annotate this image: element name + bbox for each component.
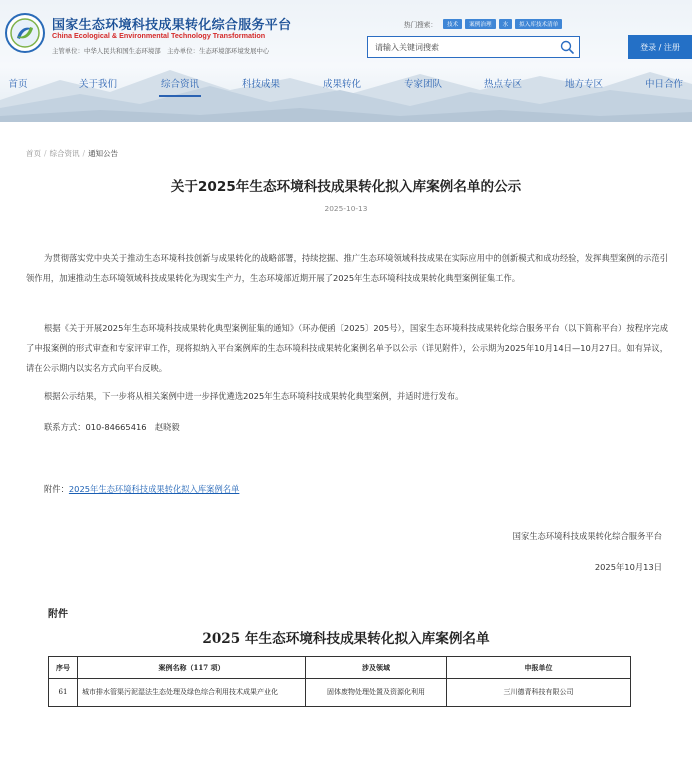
site-header [0,0,692,122]
appendix-label: 附件 [48,609,68,620]
site-title-english: China Ecological & Environmental Technology Transformation [52,31,266,40]
nav-item-home[interactable]: 首页 [8,79,28,90]
breadcrumb-current[interactable]: 通知公告 [88,149,119,158]
hot-search-label: 热门搜索： [404,21,437,29]
nav-item-china-japan[interactable]: 中日合作 [644,79,684,90]
breadcrumb-separator: / [82,149,86,158]
nav-item-hot-topics[interactable]: 热点专区 [483,79,523,90]
login-register-button[interactable]: 登录 / 注册 [628,35,692,59]
hot-search-tag[interactable]: 技术 [443,19,462,29]
hot-search-tag[interactable]: 拟入库技术清单 [515,19,562,29]
table-header-row [49,657,631,679]
main-nav [0,70,692,96]
nav-item-experts[interactable]: 专家团队 [403,79,443,90]
hot-search-tag[interactable]: 水 [499,19,513,29]
site-logo-icon[interactable] [4,12,46,54]
article-paragraph: 根据《关于开展2025年生态环境科技成果转化典型案例征集的通知》（环办便函〔2025〕205号），国家生态环境科技成果转化综合服务平台（以下简称平台）按程序完成了申报案例的形式审查和专家评审工作，现将拟纳入平台案例库的生态环境科技成果转化案例名单予以公示（详见附件），公示期为2025年10月14日—10月27日。如有异议，请在公示期内以实名方式向平台反映。 [26,323,668,373]
cell-applicant: 三川德青科技有限公司 [447,679,631,707]
article-paragraph: 为贯彻落实党中央关于推动生态环境科技创新与成果转化的战略部署，持续挖掘、推广生态环境领域科技成果在实际应用中的创新模式和成功经验，发挥典型案例的示范引领作用，加速推动生态环境领域科技成果转化为现实生产力，生态环境部近期开展了2025年生态环境科技成果转化典型案例征集工作。 [26,253,668,283]
hot-search [404,19,562,29]
attachment-label: 附件： [44,484,69,494]
nav-item-achievements[interactable]: 科技成果 [241,79,281,90]
signature-org: 国家生态环境科技成果转化综合服务平台 [512,531,662,541]
breadcrumb-news[interactable]: 综合资讯 [49,149,80,158]
article-next-step: 根据公示结果，下一步将从相关案例中进一步择优遴选2025年生态环境科技成果转化典型案例，并适时进行发布。 [44,391,464,401]
column-header-number: 序号 [49,657,78,679]
cell-field: 固体废物处理处置及资源化利用 [306,679,447,707]
signature-date: 2025年10月13日 [594,562,662,572]
nav-item-about[interactable]: 关于我们 [78,79,118,90]
search-box [367,36,580,58]
breadcrumb-separator: / [44,149,47,158]
article-date: 2025-10-13 [324,204,368,213]
site-title[interactable]: 国家生态环境科技成果转化综合服务平台 [52,18,292,33]
table-row [49,679,631,707]
nav-item-transformation[interactable]: 成果转化 [322,79,362,90]
site-organizers: 主管单位：中华人民共和国生态环境部 主办单位：生态环境部环境发展中心 [52,47,270,55]
appendix-title: 2025 年生态环境科技成果转化拟入库案例名单 [202,631,490,647]
breadcrumb-home[interactable]: 首页 [26,149,41,158]
cell-case-name: 城市排水管渠污泥湿法生态处理及绿色综合利用技术成果产业化 [78,679,306,707]
article-contact: 联系方式：010-84665416 赵晓毅 [44,422,180,432]
search-icon[interactable] [560,40,574,54]
search-input[interactable] [368,37,554,57]
attachment-link[interactable]: 2025年生态环境科技成果转化拟入库案例名单 [68,484,240,494]
column-header-applicant: 申报单位 [447,657,631,679]
column-header-field: 涉及领域 [306,657,447,679]
nav-item-news[interactable]: 综合资讯 [161,76,199,90]
attachment-line [44,483,239,495]
breadcrumb [26,148,118,159]
cell-number: 61 [49,679,78,707]
article-title: 关于2025年生态环境科技成果转化拟入库案例名单的公示 [170,179,522,195]
case-list-table [48,656,631,707]
column-header-case-name: 案例名称（117 项） [78,657,306,679]
hot-search-tag[interactable]: 案例治理 [465,19,495,29]
nav-item-local[interactable]: 地方专区 [564,79,604,90]
